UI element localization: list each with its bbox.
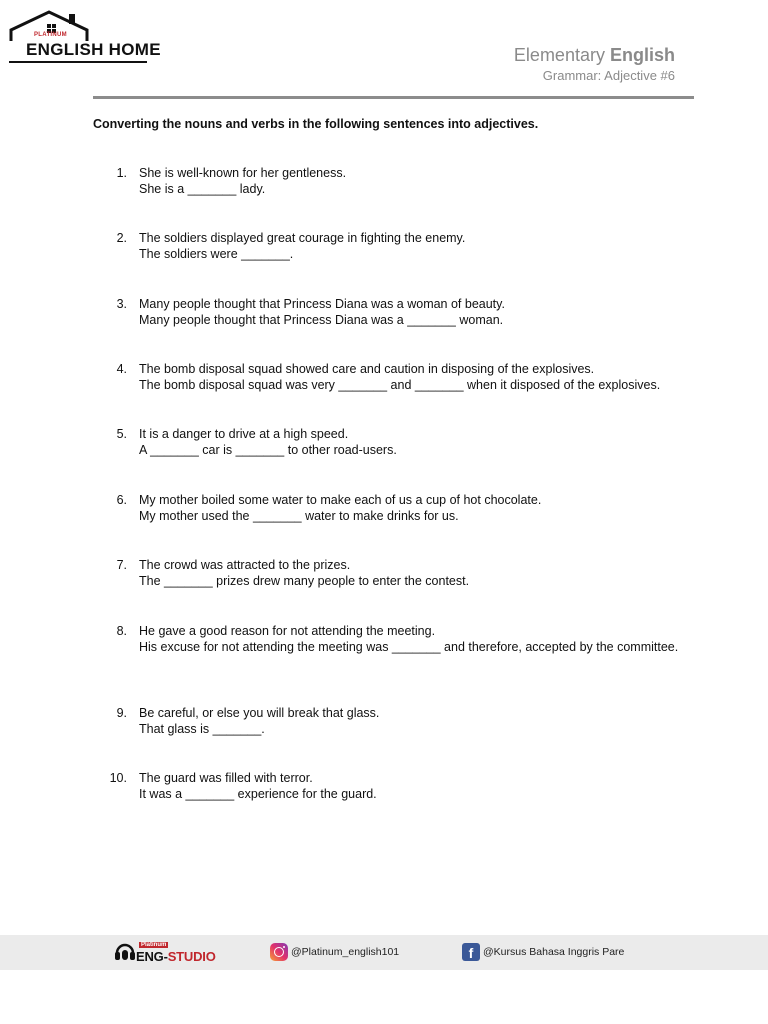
question-sentence: The guard was filled with terror. [139, 771, 313, 785]
studio-small-text: Platinum [141, 942, 167, 948]
instagram-text: @Platinum_english101 [291, 946, 400, 958]
title-light: Elementary [513, 45, 605, 65]
title-bold: English [609, 45, 675, 65]
question-item [93, 623, 683, 656]
question-item [93, 230, 683, 263]
eng-studio-logo [114, 941, 214, 965]
question-sentence: Be careful, or else you will break that glass. [139, 706, 380, 720]
facebook-handle[interactable] [462, 943, 624, 961]
question-blank-sentence: That glass is _______. [139, 722, 265, 737]
studio-main-text [136, 949, 216, 964]
question-number: 3. [116, 297, 127, 311]
logo-main-text: ENGLISH HOME [26, 40, 161, 59]
question-item [93, 770, 683, 803]
question-number: 10. [109, 771, 127, 785]
facebook-text: @Kursus Bahasa Inggris Pare [483, 946, 625, 958]
instagram-icon [270, 943, 288, 961]
house-icon [9, 10, 89, 44]
question-blank-sentence: She is a _______ lady. [139, 182, 266, 197]
instruction-text: Converting the nouns and verbs in the following sentences into adjectives. [93, 117, 539, 131]
english-home-logo [9, 10, 161, 66]
logo-small-text: PLATINUM [34, 32, 67, 38]
footer-bar [0, 935, 768, 970]
question-blank-sentence: His excuse for not attending the meeting was _______ and therefore, accepted by the committee. [139, 640, 679, 655]
question-blank-sentence: My mother used the _______ water to make drinks for us. [139, 509, 459, 524]
page-subtitle: Grammar: Adjective #6 [542, 68, 675, 83]
question-sentence: She is well-known for her gentleness. [139, 166, 347, 180]
studio-eng: ENG- [136, 949, 168, 964]
question-item [93, 557, 683, 590]
page-title [514, 45, 675, 66]
question-number: 6. [116, 493, 127, 507]
question-item [93, 361, 683, 394]
question-sentence: My mother boiled some water to make each of us a cup of hot chocolate. [139, 493, 542, 507]
question-number: 5. [116, 427, 127, 441]
question-number: 7. [116, 558, 127, 572]
question-number: 2. [116, 231, 127, 245]
instagram-handle[interactable] [270, 943, 399, 961]
question-blank-sentence: The soldiers were _______. [139, 247, 294, 262]
question-number: 4. [116, 362, 127, 376]
microphone-icon [114, 941, 136, 965]
question-item [93, 165, 683, 198]
question-blank-sentence: The bomb disposal squad was very _______ and _______ when it disposed of the explosives. [139, 378, 661, 393]
header-divider [93, 96, 694, 99]
question-number: 9. [116, 706, 127, 720]
question-blank-sentence: The _______ prizes drew many people to enter the contest. [139, 574, 470, 589]
question-sentence: Many people thought that Princess Diana was a woman of beauty. [139, 297, 505, 311]
question-item [93, 296, 683, 329]
question-number: 1. [116, 166, 127, 180]
question-sentence: It is a danger to drive at a high speed. [139, 427, 349, 441]
facebook-icon: f [462, 943, 480, 961]
question-sentence: The soldiers displayed great courage in fighting the enemy. [139, 231, 466, 245]
studio-studio: STUDIO [167, 949, 216, 964]
question-blank-sentence: A _______ car is _______ to other road-users. [139, 443, 397, 458]
question-blank-sentence: It was a _______ experience for the guard. [139, 787, 377, 802]
question-item [93, 426, 683, 459]
question-sentence: The crowd was attracted to the prizes. [139, 558, 351, 572]
question-sentence: He gave a good reason for not attending the meeting. [139, 624, 436, 638]
logo-underline [9, 61, 147, 63]
question-item [93, 492, 683, 525]
question-item [93, 705, 683, 738]
question-blank-sentence: Many people thought that Princess Diana was a _______ woman. [139, 313, 504, 328]
question-sentence: The bomb disposal squad showed care and caution in disposing of the explosives. [139, 362, 595, 376]
question-number: 8. [116, 624, 127, 638]
